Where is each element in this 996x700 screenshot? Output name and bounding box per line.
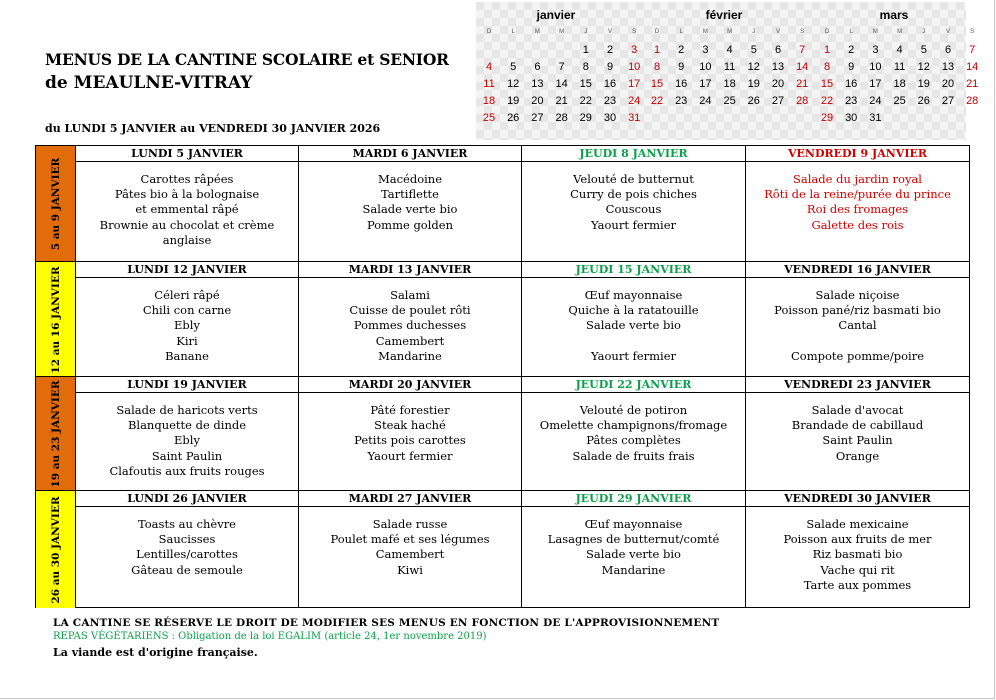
calendar-day: 22 [650,95,664,107]
menu-item: Salade russe [372,517,448,531]
menu-item: Cuisse de poulet rôti [349,303,471,318]
calendar-day: 14 [796,61,809,73]
calendar-day: 23 [845,95,858,107]
calendar-day: 8 [582,61,589,73]
day-menu [746,278,969,377]
day-menu [299,278,522,377]
menu-item: Gâteau de semoule [131,562,243,577]
day-menu [299,393,522,491]
calendar-weekday: M [534,29,540,35]
calendar-day: 2 [678,44,685,56]
menu-item: Brownie au chocolat et crème [99,217,275,232]
menu-item: Pâtes complètes [586,433,681,448]
calendar-day: 11 [483,78,495,90]
day-header: MARDI 13 JANVIER [299,262,522,278]
menu-item: Riz basmati bio [812,547,903,562]
calendar-day: 13 [941,61,955,73]
menu-item: Compote pomme/poire [790,348,925,363]
calendar-weekday: M [897,29,903,35]
day-header: JEUDI 29 JANVIER [522,491,746,507]
calendar-day: 26 [917,95,930,107]
menu-item: Céleri râpé [154,288,220,302]
menu-item: Œuf mayonnaise [584,288,683,302]
menu-item: Pâté forestier [370,403,450,417]
week-label-band [36,262,76,377]
menu-item: et emmental râpé [135,202,239,217]
day-header: MARDI 6 JANVIER [299,146,522,162]
calendar-day: 20 [531,95,544,107]
menu-item: Tarte aux pommes [803,577,912,592]
calendar-weekday: V [945,29,950,35]
calendar-day: 29 [579,112,592,124]
menu-item: Steak haché [374,418,446,433]
calendar-weekday: L [511,29,515,35]
menu-item: Petits pois carottes [354,433,466,448]
menu-item: Salade de haricots verts [116,403,258,417]
calendar-day: 24 [699,95,712,107]
week-label: 19 au 23 JANVIER [49,380,62,488]
day-header: LUNDI 12 JANVIER [76,262,299,278]
calendar-day: 15 [650,78,664,90]
calendar-day: 17 [869,78,882,90]
day-header: VENDREDI 16 JANVIER [746,262,969,278]
calendar-day: 30 [845,112,858,124]
menu-item: Vache qui rit [820,562,895,577]
menu-item: Velouté de potiron [579,403,688,417]
calendar-day: 25 [723,95,736,107]
menu-item: Lentilles/carottes [136,547,238,562]
calendar-weekday: M [559,29,565,35]
page-title: MENUS DE LA CANTINE SCOLAIRE et SENIOR [45,50,449,69]
calendar-weekday: M [872,29,878,35]
menu-item: Poisson pané/riz basmati bio [774,303,941,318]
calendar-day: 9 [678,61,685,73]
day-menu [746,507,969,608]
menu-table [35,145,970,608]
calendar-day: 27 [941,95,955,107]
calendar-day: 7 [799,44,806,56]
calendar-weekday: S [970,29,975,35]
menu-item: Ebly [174,318,200,333]
menu-item: Pomme golden [366,217,453,232]
calendar-day: 18 [723,78,736,90]
calendar-day: 16 [845,78,858,90]
calendar-weekday: L [679,29,683,35]
day-menu [299,162,522,261]
calendar-weekday: D [824,29,830,35]
calendar-day: 12 [507,78,520,90]
menu-item: Couscous [605,202,662,217]
calendar-day: 8 [823,61,831,73]
calendar-day: 11 [723,61,736,73]
menu-item: Salade mexicaine [806,517,909,531]
calendar-day: 8 [653,61,661,73]
page-subtitle: de MEAULNE-VITRAY [45,73,253,93]
menu-item: Roi des fromages [806,202,909,217]
week-label: 26 au 30 JANVIER [49,495,62,604]
menu-item: Œuf mayonnaise [584,517,683,531]
menu-item: Cantal [838,318,877,333]
calendar-day: 24 [869,95,882,107]
day-header: MARDI 20 JANVIER [299,377,522,393]
calendar-weekday: J [922,29,926,35]
calendar-day: 6 [774,44,782,56]
menu-item: Carottes râpées [140,172,234,186]
menu-item: Quiche à la ratatouille [568,303,699,318]
calendar-day: 23 [675,95,688,107]
menu-item [746,334,969,349]
calendar [476,2,979,140]
calendar-day: 9 [606,61,614,73]
calendar-weekday: M [727,29,733,35]
calendar-day: 5 [510,61,517,73]
calendar-day: 22 [579,95,592,107]
calendar-weekday: V [607,29,612,35]
calendar-day: 11 [893,61,906,73]
calendar-day: 10 [869,61,882,73]
calendar-day: 14 [966,61,979,73]
day-menu [76,393,299,491]
footer-disclaimer: LA CANTINE SE RÉSERVE LE DROIT DE MODIFIER SES MENUS EN FONCTION DE L'APPROVISIONNEMENT [53,617,720,629]
menu-item: Omelette champignons/fromage [539,418,728,433]
calendar-day: 2 [848,44,855,56]
menu-item: Pommes duchesses [353,318,467,333]
menu-item: Saint Paulin [822,433,893,448]
calendar-day: 29 [820,112,834,124]
menu-item: Orange [835,448,880,463]
calendar-day: 21 [966,78,979,90]
calendar-day: 1 [653,44,661,56]
day-header: LUNDI 26 JANVIER [76,491,299,507]
menu-item: Galette des rois [811,217,904,232]
calendar-day: 16 [675,78,688,90]
calendar-day: 28 [796,95,809,107]
calendar-day: 9 [848,61,855,73]
calendar-day: 3 [631,44,638,56]
week-label: 12 au 16 JANVIER [49,265,62,374]
menu-item: Macédoine [377,172,443,186]
day-header: VENDREDI 9 JANVIER [746,146,969,162]
menu-item: Yaourt fermier [590,348,677,363]
calendar-day: 19 [747,78,760,90]
calendar-day: 2 [606,44,614,56]
menu-item: Salade niçoise [815,288,900,302]
day-menu [522,507,746,608]
calendar-weekday: S [632,29,637,35]
calendar-day: 10 [628,61,641,73]
calendar-month-name: février [705,8,743,22]
calendar-month-name: janvier [536,8,576,22]
calendar-weekday: S [800,29,805,35]
calendar-day: 17 [699,78,712,90]
calendar-day: 1 [823,44,831,56]
calendar-month-name: mars [879,8,909,22]
calendar-day: 13 [531,78,544,90]
menu-item: Salade d'avocat [811,403,904,417]
week-label: 5 au 9 JANVIER [49,157,62,250]
menu-item: Mandarine [601,562,666,577]
calendar-day: 19 [507,95,520,107]
calendar-day: 4 [726,44,733,56]
calendar-day: 3 [702,44,709,56]
menu-item: Salade de fruits frais [572,448,695,463]
calendar-weekday: J [584,29,588,35]
calendar-day: 10 [699,61,712,73]
menu-item: Kiri [176,333,198,348]
menu-item: Toasts au chèvre [137,517,236,531]
calendar-day: 27 [531,112,544,124]
menu-item: Yaourt fermier [590,217,677,232]
calendar-day: 24 [628,95,641,107]
footer-meat-origin: La viande est d'origine française. [53,646,258,659]
calendar-weekday: L [849,29,853,35]
week-label-band [36,377,76,491]
menu-item: Brandade de cabillaud [791,418,924,433]
calendar-day: 18 [482,95,496,107]
calendar-day: 12 [747,61,760,73]
day-menu [746,393,969,491]
menu-item: Poulet mafé et ses légumes [330,532,490,547]
menu-item: Kiwi [397,562,423,577]
menu-item: Camembert [375,333,445,348]
calendar-day: 31 [628,112,641,124]
day-menu [522,162,746,261]
calendar-day: 21 [796,78,809,90]
day-header: JEUDI 22 JANVIER [522,377,746,393]
day-header: MARDI 27 JANVIER [299,491,522,507]
calendar-day: 12 [917,61,930,73]
calendar-day: 20 [941,78,955,90]
menu-week-row [36,146,969,261]
menu-item: Mandarine [378,348,442,363]
calendar-day: 25 [482,112,496,124]
day-menu [746,162,969,261]
calendar-day: 4 [485,61,493,73]
calendar-day: 19 [917,78,930,90]
calendar-weekday: D [486,29,492,35]
calendar-day: 28 [555,112,568,124]
calendar-day: 26 [507,112,520,124]
calendar-day: 6 [944,44,952,56]
menu-item: Tartiflette [381,187,439,202]
calendar-day: 6 [534,61,541,73]
day-menu [522,393,746,491]
menu-item [522,334,745,349]
menu-item: Salade verte bio [362,202,458,217]
week-label-band [36,491,76,608]
calendar-day: 18 [893,78,906,90]
menu-item: anglaise [162,232,212,247]
menu-item: Salade du jardin royal [793,172,922,186]
menu-item: Velouté de butternut [573,172,694,186]
menu-item: Blanquette de dinde [127,418,247,433]
menu-item: Curry de pois chiches [570,187,697,202]
calendar-day: 23 [603,95,617,107]
calendar-day: 4 [896,44,903,56]
calendar-weekday: D [654,29,660,35]
menu-item: Poisson aux fruits de mer [783,532,932,547]
menu-week-row [36,376,969,491]
calendar-day: 5 [920,44,927,56]
menu-item: Saucisses [158,532,216,547]
menu-item: Yaourt fermier [367,448,453,463]
menu-item: Rôti de la reine/purée du prince [764,187,951,202]
menu-item: Salami [390,288,430,302]
calendar-day: 7 [969,44,976,56]
calendar-day: 1 [582,44,589,56]
calendar-day: 28 [966,95,979,107]
calendar-day: 21 [555,95,568,107]
day-header: LUNDI 5 JANVIER [76,146,299,162]
calendar-weekday: V [775,29,780,35]
calendar-day: 14 [555,78,568,90]
calendar-weekday: J [752,29,756,35]
menu-period: du LUNDI 5 JANVIER au VENDREDI 30 JANVIER 2026 [45,122,381,135]
calendar-day: 3 [872,44,879,56]
calendar-day: 31 [869,112,882,124]
calendar-day: 26 [747,95,760,107]
calendar-day: 13 [771,61,785,73]
calendar-day: 7 [558,61,565,73]
menu-item: Pâtes bio à la bolognaise [114,187,260,202]
calendar-day: 20 [771,78,785,90]
menu-week-row [36,261,969,377]
day-header: JEUDI 8 JANVIER [522,146,746,162]
calendar-day: 15 [579,78,592,90]
day-menu [76,278,299,377]
menu-item: Salade verte bio [586,547,681,562]
calendar-day: 16 [603,78,617,90]
menu-week-row [36,490,969,608]
calendar-day: 30 [603,112,617,124]
day-menu [76,162,299,261]
day-header: JEUDI 15 JANVIER [522,262,746,278]
menu-item: Camembert [375,547,445,562]
menu-item: Salade verte bio [586,318,681,333]
menu-item: Clafoutis aux fruits rouges [109,463,265,478]
menu-item: Ebly [174,433,200,448]
menu-item: Chili con carne [142,303,232,318]
calendar-day: 27 [771,95,785,107]
day-header: VENDREDI 30 JANVIER [746,491,969,507]
calendar-weekday: M [702,29,708,35]
calendar-day: 15 [820,78,834,90]
day-header: VENDREDI 23 JANVIER [746,377,969,393]
week-label-band [36,146,76,261]
calendar-day: 22 [820,95,834,107]
menu-item: Lasagnes de butternut/comté [547,532,720,547]
calendar-day: 25 [893,95,906,107]
day-menu [522,278,746,377]
menu-item: Saint Paulin [151,448,223,463]
footer-vegetarian-note: REPAS VÉGÉTARIENS : Obligation de la loi EGALIM (article 24, 1er novembre 2019) [53,631,487,642]
day-menu [299,507,522,608]
calendar-day: 17 [628,78,641,90]
day-header: LUNDI 19 JANVIER [76,377,299,393]
menu-item: Banane [165,348,209,363]
calendar-day: 5 [750,44,757,56]
day-menu [76,507,299,608]
